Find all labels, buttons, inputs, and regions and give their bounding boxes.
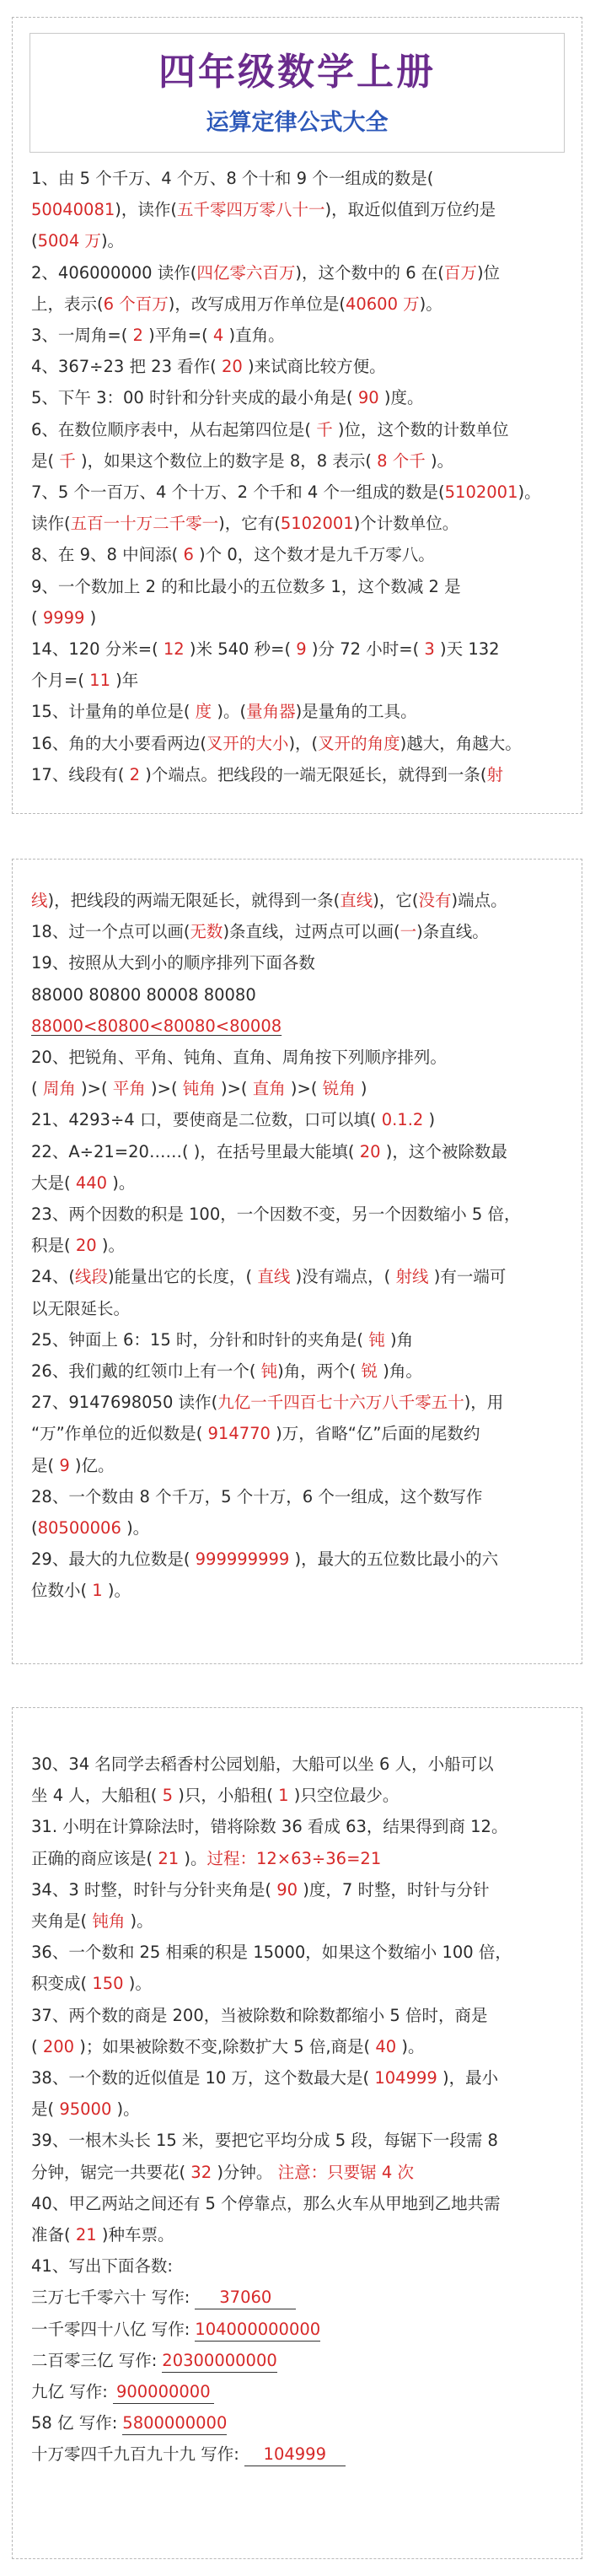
question-text: 21、4293÷4 口，要使商是二位数，口可以填( bbox=[31, 1110, 382, 1130]
question-line bbox=[31, 979, 568, 1010]
question-line bbox=[31, 508, 568, 539]
question-line bbox=[31, 1104, 568, 1135]
question-text: )>( bbox=[75, 1079, 113, 1099]
answer-text: 九亿一千四百七十六万八千零五十 bbox=[217, 1393, 464, 1413]
question-text: 正确的商应该是( bbox=[31, 1848, 158, 1868]
question-text: )，它有( bbox=[218, 514, 281, 534]
question-line bbox=[31, 1749, 568, 1780]
question-text: )条直线，过两点可以画( bbox=[223, 922, 400, 942]
question-text: )，取近似值到万位约是 bbox=[324, 200, 496, 220]
question-text: 28、一个数由 8 个千万，5 个十万，6 个一组成，这个数写作 bbox=[31, 1486, 483, 1506]
write-answer: 5800000000 bbox=[122, 2412, 227, 2435]
question-text: 坐 4 人，大船租( bbox=[31, 1786, 158, 1806]
question-line bbox=[31, 2000, 568, 2031]
question-text: 是( bbox=[31, 450, 55, 471]
write-label: 三万七千零六十 写作: bbox=[31, 2288, 190, 2308]
question-line bbox=[31, 2094, 568, 2125]
question-line bbox=[31, 633, 568, 665]
question-text: )亿。 bbox=[69, 1455, 115, 1475]
write-answer: 900000000 bbox=[113, 2381, 214, 2404]
question-line bbox=[31, 1874, 568, 1905]
answer-text: 150 bbox=[92, 1974, 124, 1994]
answer-text: 9 bbox=[296, 639, 307, 660]
question-text: 读作( bbox=[31, 514, 71, 534]
question-text: 积是( bbox=[31, 1236, 76, 1256]
write-label: 一千零四十八亿 写作: bbox=[31, 2319, 190, 2339]
question-line bbox=[31, 477, 568, 508]
answer-text: 5004 万 bbox=[37, 231, 101, 251]
question-text: )条直线。 bbox=[416, 922, 489, 942]
answer-text: 20 bbox=[222, 357, 243, 377]
question-text: )。 bbox=[96, 1236, 125, 1256]
question-text: )来试商比较方便。 bbox=[242, 357, 386, 377]
question-text: )位 bbox=[476, 262, 501, 283]
question-line bbox=[31, 288, 568, 320]
question-text: 20、把锐角、平角、钝角、直角、周角按下列顺序排列。 bbox=[31, 1048, 447, 1068]
question-text: 26、我们戴的红领巾上有一个( bbox=[31, 1361, 261, 1382]
answer-text: 直线 bbox=[340, 891, 373, 910]
question-text: )。 bbox=[419, 294, 442, 314]
answer-text: 度 bbox=[195, 702, 212, 722]
question-text: )。 bbox=[107, 1172, 136, 1193]
question-text: )。 bbox=[123, 1974, 152, 1994]
question-text: 34、3 时整，时针与分针夹角是( bbox=[31, 1879, 277, 1900]
question-line bbox=[31, 1387, 568, 1418]
question-text: )，最大的五位数比最小的六 bbox=[289, 1549, 499, 1570]
question-text: 25、钟面上 6：15 时，分针和时针的夹角是( bbox=[31, 1329, 369, 1350]
answer-text: 线段 bbox=[74, 1267, 108, 1287]
answer-text: 8 个千 bbox=[371, 450, 431, 471]
answer-text: 40 bbox=[370, 2036, 402, 2056]
question-line bbox=[31, 1937, 568, 1968]
question-text: )。 bbox=[121, 1518, 150, 1539]
question-line bbox=[31, 1230, 568, 1261]
question-line bbox=[31, 665, 568, 696]
question-text: )，这个数中的 6 在( bbox=[295, 262, 444, 283]
question-line bbox=[31, 257, 568, 288]
question-line bbox=[31, 1780, 568, 1811]
answer-text: 6 个百万 bbox=[103, 294, 169, 314]
question-text: 位数小( bbox=[31, 1581, 88, 1601]
question-text: )个端点。把线段的一端无限延长，就得到一条( bbox=[145, 764, 487, 784]
answer-text: 线 bbox=[31, 891, 48, 910]
question-line bbox=[31, 1575, 568, 1606]
answer-text: 21 bbox=[75, 2225, 97, 2245]
answer-text: 五千零四万零八十一 bbox=[176, 200, 325, 220]
question-line bbox=[31, 571, 568, 602]
question-line bbox=[31, 759, 568, 790]
question-text: )，最小 bbox=[437, 2068, 499, 2088]
question-text: )天 132 bbox=[434, 639, 500, 660]
question-text: )>( bbox=[215, 1079, 253, 1099]
answer-text: 锐 bbox=[356, 1361, 383, 1382]
question-line bbox=[31, 1811, 568, 1842]
write-answer: 104999 bbox=[244, 2444, 346, 2466]
question-list-3 bbox=[13, 1708, 582, 2282]
question-line bbox=[31, 1843, 568, 1874]
question-text: ( bbox=[31, 231, 38, 251]
question-line bbox=[31, 225, 568, 256]
question-text: ( bbox=[31, 2036, 43, 2056]
answer-text: 千 bbox=[311, 419, 338, 439]
question-line bbox=[31, 539, 568, 570]
answer-text: 5102001 bbox=[444, 482, 518, 503]
question-line bbox=[31, 1010, 568, 1042]
question-text: 分钟，锯完一共要花( bbox=[31, 2162, 186, 2182]
question-text: )。 bbox=[100, 231, 125, 251]
question-text: 19、按照从大到小的顺序排列下面各数 bbox=[31, 953, 315, 973]
question-text: 积变成( bbox=[31, 1974, 93, 1994]
question-text: 6、在数位顺序表中，从右起第四位是( bbox=[31, 419, 312, 439]
question-text: )个 0，这个数才是九千万零八。 bbox=[193, 545, 435, 565]
question-text: 40、甲乙两站之间还有 5 个停靠点，那么火车从甲地到乙地共需 bbox=[31, 2193, 501, 2213]
question-line bbox=[31, 1450, 568, 1481]
answer-text: 直角 bbox=[252, 1079, 286, 1099]
question-line bbox=[31, 1261, 568, 1292]
question-text: 22、A÷21=20……( )，在括号里最大能填( bbox=[31, 1141, 360, 1161]
answer-text: 90 bbox=[357, 388, 379, 408]
question-text: 3、一周角=( bbox=[31, 326, 128, 346]
question-text: 14、120 分米=( bbox=[31, 639, 164, 660]
question-line bbox=[31, 947, 568, 978]
answer-text: 5 bbox=[157, 1786, 179, 1806]
question-line bbox=[31, 2188, 568, 2219]
answer-text: 9 bbox=[59, 1455, 70, 1475]
question-line bbox=[31, 2125, 568, 2156]
answer-text: 射 bbox=[486, 764, 503, 784]
answer-text: 千 bbox=[54, 450, 82, 471]
answer-text: 五百一十万二千零一 bbox=[70, 514, 219, 534]
question-text: )分钟。 bbox=[217, 2162, 278, 2182]
question-text: 是( bbox=[31, 1455, 60, 1475]
question-text: 准备( bbox=[31, 2225, 76, 2245]
question-text: )，用 bbox=[464, 1393, 504, 1413]
question-text: )没有端点，( bbox=[290, 1267, 396, 1287]
question-line bbox=[31, 916, 568, 947]
write-label: 二百零三亿 写作: bbox=[31, 2350, 158, 2370]
question-text: 24、( bbox=[31, 1267, 75, 1287]
question-text: 37、两个数的商是 200，当被除数和除数都缩小 5 倍时，商是 bbox=[31, 2005, 488, 2025]
question-text: )是量角的工具。 bbox=[295, 702, 417, 722]
answer-text: 叉开的角度 bbox=[318, 733, 400, 753]
question-text: )端点。 bbox=[451, 891, 507, 910]
answer-text: 200 bbox=[42, 2036, 75, 2056]
write-label: 十万零四千九百九十九 写作: bbox=[31, 2444, 239, 2465]
question-text: “万”作单位的近似数是( bbox=[31, 1424, 208, 1444]
question-text: ) bbox=[84, 607, 97, 628]
question-text: )分 72 小时=( bbox=[306, 639, 425, 660]
answer-text: 104999 bbox=[374, 2068, 437, 2088]
question-text: )，( bbox=[288, 733, 319, 753]
question-text: 31. 小明在计算除法时，错将除数 36 看成 63，结果得到商 12。 bbox=[31, 1817, 508, 1837]
write-answer: 20300000000 bbox=[162, 2350, 276, 2373]
question-text: )位，这个数的计数单位 bbox=[337, 419, 509, 439]
question-text: 39、一根木头长 15 米，要把它平均分成 5 段，每锯下一段需 8 bbox=[31, 2131, 498, 2151]
question-text: 30、34 名同学去稻香村公园划船，大船可以坐 6 人，小船可以 bbox=[31, 1754, 494, 1774]
question-text: )个计数单位。 bbox=[353, 514, 459, 534]
question-text: ( bbox=[31, 1079, 43, 1099]
question-line bbox=[31, 1355, 568, 1387]
answer-text: 20 bbox=[359, 1141, 381, 1161]
question-line bbox=[31, 2157, 568, 2188]
question-line bbox=[31, 445, 568, 477]
answer-text: 锐角 bbox=[322, 1079, 356, 1099]
answer-text: 88000<80800<80080<80008 bbox=[31, 1016, 282, 1036]
question-text: )能量出它的长度，( bbox=[107, 1267, 258, 1287]
question-list-2 bbox=[13, 860, 582, 1607]
answer-text: 叉开的大小 bbox=[206, 733, 289, 753]
answer-text: 50040081 bbox=[31, 200, 115, 220]
question-line bbox=[31, 728, 568, 759]
question-line bbox=[31, 1293, 568, 1324]
answer-text: 2 bbox=[124, 764, 146, 784]
answer-text: 914770 bbox=[207, 1424, 271, 1444]
question-text: ) bbox=[355, 1079, 367, 1099]
write-label: 58 亿 写作: bbox=[31, 2413, 118, 2433]
question-line bbox=[31, 320, 568, 351]
question-line bbox=[31, 2062, 568, 2094]
question-text: 上，表示( bbox=[31, 294, 104, 314]
question-text: )，改写成用万作单位是( bbox=[168, 294, 346, 314]
answer-text: 一 bbox=[400, 922, 417, 942]
answer-text: 9999 bbox=[42, 607, 85, 628]
answer-text: 2 bbox=[127, 326, 149, 346]
question-text: 38、一个数的近似值是 10 万，这个数最大是( bbox=[31, 2068, 375, 2088]
answer-text: 20 bbox=[75, 1236, 97, 1256]
question-text: 夹角是( bbox=[31, 1911, 93, 1932]
answer-text: 40600 万 bbox=[345, 294, 420, 314]
question-text: 以无限延长。 bbox=[31, 1298, 131, 1318]
question-line bbox=[31, 1042, 568, 1073]
question-text: 29、最大的九位数是( bbox=[31, 1549, 196, 1570]
answer-text: 11 bbox=[89, 671, 110, 691]
question-text: ( bbox=[426, 169, 434, 188]
question-text: )。 bbox=[179, 1848, 207, 1868]
question-text: )有一端可 bbox=[428, 1267, 507, 1287]
page-title: 四年级数学上册 bbox=[158, 51, 436, 94]
question-text: )度。 bbox=[378, 388, 424, 408]
question-text: )。 bbox=[518, 482, 541, 503]
write-number-line bbox=[31, 2282, 568, 2313]
question-text: )；如果被除数不变,除数扩大 5 倍,商是( bbox=[74, 2036, 371, 2056]
answer-text: 注意：只要锯 4 次 bbox=[277, 2162, 414, 2182]
question-line bbox=[31, 194, 568, 225]
question-text: )只空位最少。 bbox=[293, 1786, 400, 1806]
question-text: )度，7 时整，时针与分针 bbox=[298, 1879, 490, 1900]
question-text: )，读作( bbox=[115, 200, 177, 220]
question-text: )种车票。 bbox=[96, 2225, 174, 2245]
question-text: )>( bbox=[145, 1079, 183, 1099]
question-text: 18、过一个点可以画( bbox=[31, 922, 190, 942]
question-text: )。 bbox=[111, 2099, 140, 2120]
answer-text: 440 bbox=[75, 1172, 108, 1193]
question-text: )角 bbox=[384, 1329, 414, 1350]
question-text: 17、线段有( bbox=[31, 764, 125, 784]
answer-text: 钝角 bbox=[182, 1079, 216, 1099]
question-line bbox=[31, 1968, 568, 1999]
question-text: 4、367÷23 把 23 看作( bbox=[31, 357, 222, 377]
question-text: )直角。 bbox=[228, 326, 285, 346]
answer-text: 21 bbox=[158, 1848, 180, 1868]
write-number-line bbox=[31, 2314, 568, 2345]
answer-text: 95000 bbox=[59, 2099, 112, 2120]
write-answer: 104000000000 bbox=[195, 2319, 320, 2342]
answer-text: 5102001 bbox=[280, 514, 354, 534]
question-line bbox=[31, 351, 568, 382]
page-subtitle: 运算定律公式大全 bbox=[206, 110, 389, 136]
question-line bbox=[31, 414, 568, 445]
write-number-line bbox=[31, 2439, 568, 2470]
question-line bbox=[31, 1199, 568, 1230]
answer-text: 90 bbox=[276, 1879, 298, 1900]
answer-text: 四亿零六百万 bbox=[196, 262, 296, 283]
question-line bbox=[31, 1167, 568, 1199]
question-line bbox=[31, 2219, 568, 2250]
write-numbers-list bbox=[13, 2282, 582, 2470]
question-text: )米 540 秒=( bbox=[184, 639, 297, 660]
question-text: )。 bbox=[107, 1581, 131, 1601]
answer-text: 12 bbox=[163, 639, 185, 660]
answer-text: 平角 bbox=[112, 1079, 146, 1099]
answer-text: 量角器 bbox=[246, 702, 296, 722]
title-box bbox=[29, 33, 565, 153]
question-text: 88000 80800 80008 80080 bbox=[31, 984, 256, 1005]
question-text: ) bbox=[423, 1110, 436, 1130]
question-line bbox=[31, 602, 568, 633]
question-text: )，如果这个数位上的数字是 8，8 表示( bbox=[81, 450, 372, 471]
card-section-2 bbox=[12, 859, 582, 1664]
answer-text: 没有 bbox=[418, 891, 452, 910]
write-number-line bbox=[31, 2407, 568, 2439]
question-line bbox=[31, 2250, 568, 2282]
question-text: )平角=( bbox=[148, 326, 208, 346]
answer-text: 钝 bbox=[260, 1361, 278, 1382]
question-text: 1、由 5 个千万、4 个万、8 个十和 9 个一组成的数是 bbox=[31, 169, 427, 188]
question-line bbox=[31, 885, 568, 916]
question-text: ( bbox=[31, 1518, 38, 1539]
question-text: 5、下午 3：00 时针和分针夹成的最小角是( bbox=[31, 388, 358, 408]
question-text: 16、角的大小要看两边( bbox=[31, 733, 206, 753]
question-text: 8、在 9、8 中间添( bbox=[31, 545, 184, 565]
question-text: )，这个被除数最 bbox=[380, 1141, 507, 1161]
question-text: )。 bbox=[125, 1911, 153, 1932]
question-line bbox=[31, 1481, 568, 1512]
question-text: 23、两个因数的积是 100，一个因数不变，另一个因数缩小 5 倍， bbox=[31, 1204, 521, 1225]
question-text: )。( bbox=[212, 702, 247, 722]
answer-text: 钝 bbox=[368, 1329, 385, 1350]
question-text: )越大，角越大。 bbox=[400, 733, 522, 753]
question-line bbox=[31, 1905, 568, 1937]
write-number-line bbox=[31, 2345, 568, 2376]
answer-text: 32 bbox=[185, 2162, 217, 2182]
question-text: )年 bbox=[110, 671, 139, 691]
question-line bbox=[31, 1073, 568, 1104]
card-section-1 bbox=[12, 17, 582, 814]
question-text: 大是( bbox=[31, 1172, 76, 1193]
answer-text: 周角 bbox=[42, 1079, 76, 1099]
question-text: 是( bbox=[31, 2099, 60, 2120]
answer-text: 无数 bbox=[190, 922, 223, 942]
question-line bbox=[31, 1324, 568, 1355]
answer-text: 过程：12×63÷36=21 bbox=[206, 1848, 382, 1868]
answer-text: 百万 bbox=[443, 262, 477, 283]
write-label: 九亿 写作: bbox=[31, 2382, 108, 2402]
question-text: 15、计量角的单位是( bbox=[31, 702, 196, 722]
question-line bbox=[31, 382, 568, 413]
question-text: )只，小船租( bbox=[178, 1786, 273, 1806]
answer-text: 3 bbox=[424, 639, 435, 660]
question-text: 41、写出下面各数: bbox=[31, 2256, 173, 2277]
question-text: 9、一个数加上 2 的和比最小的五位数多 1，这个数减 2 是 bbox=[31, 576, 461, 596]
question-line bbox=[31, 1544, 568, 1575]
question-text: 2、406000000 读作( bbox=[31, 262, 197, 283]
question-line bbox=[31, 163, 568, 194]
question-list-1 bbox=[13, 153, 582, 790]
question-line bbox=[31, 2031, 568, 2062]
answer-text: 6 bbox=[183, 545, 194, 565]
question-line bbox=[31, 696, 568, 727]
answer-text: 0.1.2 bbox=[381, 1110, 424, 1130]
question-line bbox=[31, 1512, 568, 1544]
question-text: )。 bbox=[430, 450, 454, 471]
question-text: )万，省略“亿”后面的尾数约 bbox=[270, 1424, 480, 1444]
question-text: )角。 bbox=[383, 1361, 422, 1382]
answer-text: 80500006 bbox=[37, 1518, 121, 1539]
question-line bbox=[31, 1136, 568, 1167]
question-text: 36、一个数和 25 相乘的积是 15000，如果这个数缩小 100 倍， bbox=[31, 1943, 512, 1963]
write-answer: 37060 bbox=[195, 2287, 296, 2309]
question-text: )，把线段的两端无限延长，就得到一条( bbox=[47, 891, 341, 910]
answer-text: 射线 bbox=[395, 1267, 429, 1287]
question-text: 27、9147698050 读作( bbox=[31, 1393, 218, 1413]
answer-text: 直线 bbox=[257, 1267, 291, 1287]
answer-text: 1 bbox=[272, 1786, 294, 1806]
question-text: )角，两个( bbox=[277, 1361, 357, 1382]
answer-text: 1 bbox=[87, 1581, 108, 1601]
answer-text: 钝角 bbox=[92, 1911, 126, 1932]
answer-text: 4 bbox=[207, 326, 229, 346]
question-text: )。 bbox=[401, 2036, 425, 2056]
question-line bbox=[31, 1418, 568, 1449]
question-text: )>( bbox=[285, 1079, 323, 1099]
question-text: 个月=( bbox=[31, 671, 90, 691]
write-number-line bbox=[31, 2376, 568, 2407]
card-section-3 bbox=[12, 1707, 582, 2559]
question-text: )，它( bbox=[373, 891, 419, 910]
answer-text: 999999999 bbox=[195, 1549, 290, 1570]
question-text: 7、5 个一百万、4 个十万、2 个千和 4 个一组成的数是( bbox=[31, 482, 445, 503]
question-text: ( bbox=[31, 607, 43, 628]
